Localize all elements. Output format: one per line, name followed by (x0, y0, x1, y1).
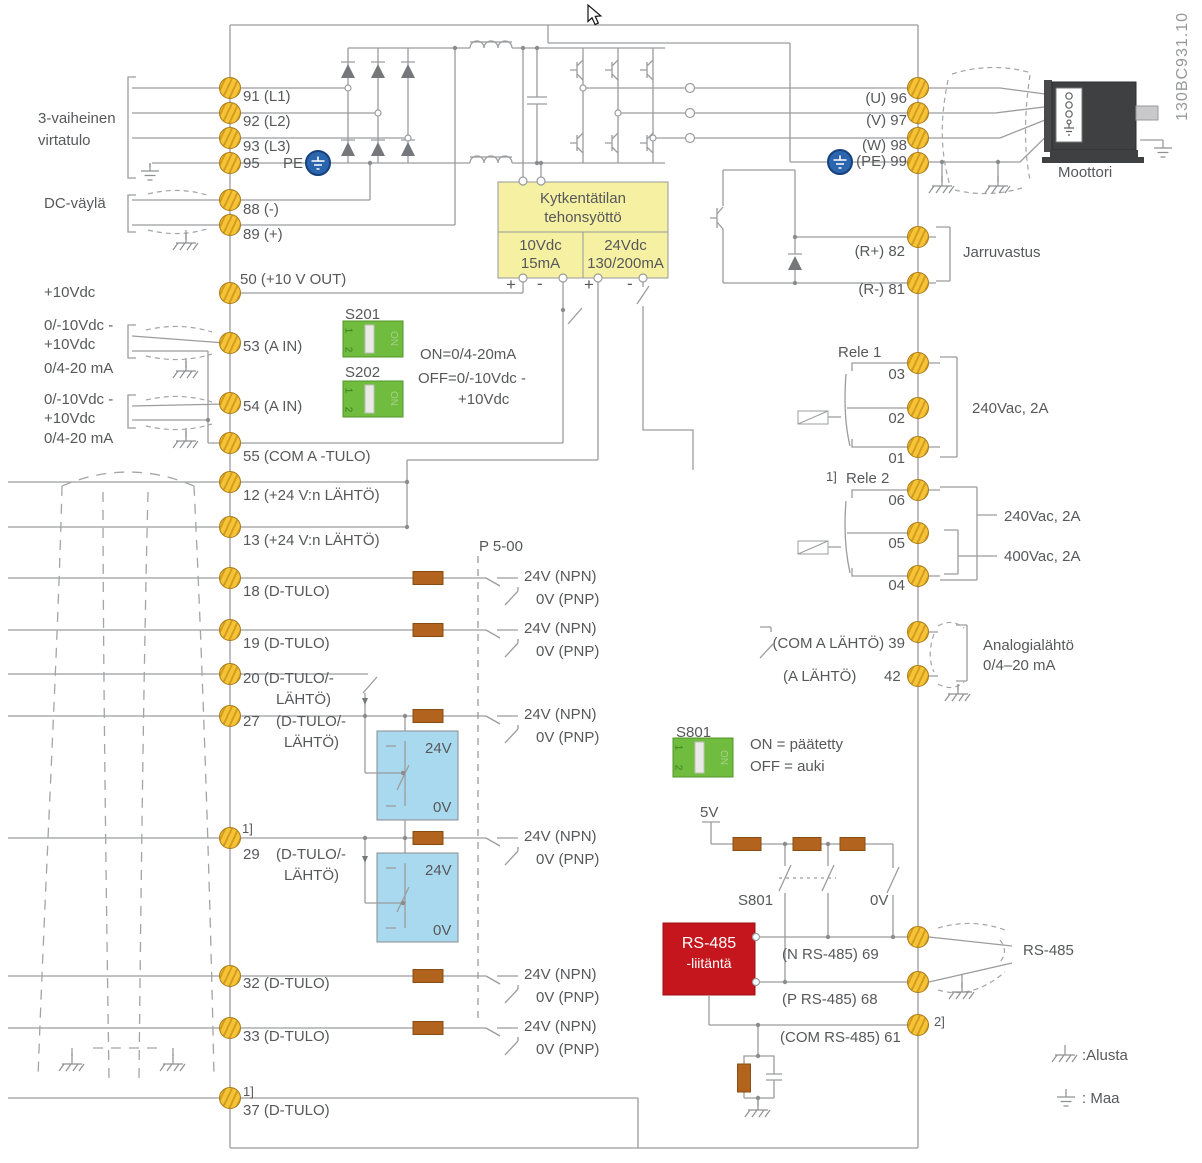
pnp-label: 0V (PNP) (536, 851, 600, 868)
plus-sign: + (584, 275, 594, 294)
arrow-down-icon (362, 856, 368, 863)
smps-10v-line2: 15mA (520, 255, 561, 272)
terminal-98-label: (W) 98 (862, 137, 907, 154)
terminal-97-label: (V) 97 (866, 112, 907, 129)
arrow-down-icon (362, 698, 368, 705)
terminal-55 (219, 432, 241, 454)
terminal-19 (219, 619, 241, 641)
earth-icon (1154, 140, 1172, 157)
terminal-98 (907, 127, 929, 149)
smps-24v-line1: 24Vdc (604, 237, 647, 254)
mains-label-line2: virtatulo (38, 132, 91, 149)
ain1-range-3: 0/4-20 mA (44, 360, 114, 377)
smps-24v-line2: 130/200mA (587, 255, 664, 272)
pnp-label: 0V (PNP) (536, 591, 600, 608)
io-box2-24v: 24V (425, 862, 452, 879)
chassis-icon (59, 1054, 84, 1071)
terminal-91 (219, 77, 241, 99)
terminal-29-note: 1] (242, 821, 253, 836)
chassis-icon (745, 1100, 770, 1117)
terminal-53 (219, 332, 241, 354)
terminal-61 (907, 1014, 929, 1036)
inductor-cores (470, 42, 512, 157)
terminal-27-label-1: (D-TULO/- (276, 713, 346, 730)
terminal-89-label: 89 (+) (243, 226, 283, 243)
chassis-icon (173, 431, 198, 448)
terminal-29-num: 29 (243, 846, 260, 863)
chassis-icon (173, 361, 198, 378)
terminal-37 (219, 1087, 241, 1109)
npn-label: 24V (NPN) (524, 828, 597, 845)
terminal-69-label: (N RS-485) 69 (782, 946, 879, 963)
terminal-92-label: 92 (L2) (243, 113, 291, 130)
ain2-range-2: +10Vdc (44, 410, 96, 427)
terminal-53-label: 53 (A IN) (243, 338, 303, 355)
chassis-icon (929, 176, 954, 193)
left-brackets (128, 77, 136, 428)
terminal-39-label: (COM A LÄHTÖ) 39 (772, 635, 905, 652)
terminal-39 (907, 621, 929, 643)
terminal-54-label: 54 (A IN) (243, 398, 303, 415)
chassis-icon (160, 1054, 185, 1071)
relay1-rating: 240Vac, 2A (972, 400, 1049, 417)
switch-off-text-1: OFF=0/-10Vdc - (418, 370, 526, 387)
relay2-note: 1] (826, 469, 837, 484)
rs485-box-subtitle: -liitäntä (686, 955, 732, 971)
terminal-32 (219, 965, 241, 987)
relay2-rating-2: 400Vac, 2A (1004, 548, 1081, 565)
earth-icon (141, 163, 159, 180)
ain2-range-3: 0/4-20 mA (44, 430, 114, 447)
mouse-cursor-icon (588, 5, 601, 25)
s202-on: ON (388, 391, 399, 406)
npn-label: 24V (NPN) (524, 1018, 597, 1035)
relay2-06-label: 06 (888, 492, 905, 509)
npn-label: 24V (NPN) (524, 966, 597, 983)
terminal-61-label: (COM RS-485) 61 (780, 1029, 901, 1046)
terminal-99 (907, 152, 929, 174)
terminal-88 (219, 189, 241, 211)
smps-title-2: tehonsyöttö (544, 209, 622, 226)
relay2-04-label: 04 (888, 577, 905, 594)
s202-pos2: 2 (342, 406, 354, 413)
bundle-ground-stems (72, 1048, 173, 1056)
terminal-33-label: 33 (D-TULO) (243, 1028, 330, 1045)
s201-pos2: 2 (342, 346, 354, 353)
npn-label: 24V (NPN) (524, 620, 597, 637)
io-box1-24v: 24V (425, 740, 452, 757)
smps-10v-line1: 10Vdc (519, 237, 562, 254)
terminal-02 (907, 397, 929, 419)
s801-switch-label: S801 (738, 892, 774, 909)
relay1-03-label: 03 (888, 366, 905, 383)
motor-label: Moottori (1058, 164, 1113, 181)
analog-output-label-2: 0/4–20 mA (983, 657, 1056, 674)
p5-00-label: P 5-00 (479, 538, 523, 555)
terminal-82 (907, 226, 929, 248)
terminal-32-label: 32 (D-TULO) (243, 975, 330, 992)
io-box1-0v: 0V (433, 799, 452, 816)
motor-graphic (1042, 80, 1158, 163)
pe-terminal-left (305, 150, 331, 176)
brake-chopper (710, 170, 918, 283)
s801-pos2: 2 (672, 764, 684, 771)
s201-on: ON (388, 331, 399, 346)
terminal-06 (907, 479, 929, 501)
relay1-02-label: 02 (888, 410, 905, 427)
smps-title-1: Kytkentätilan (540, 190, 626, 207)
terminal-68 (907, 971, 929, 993)
terminal-42 (907, 665, 929, 687)
terminal-18 (219, 567, 241, 589)
s201-slider (365, 325, 374, 353)
plus10vdc-label: +10Vdc (44, 284, 96, 301)
legend-earth-label: : Maa (1082, 1090, 1120, 1107)
terminal-13 (219, 516, 241, 538)
dc-bus-label: DC-väylä (44, 195, 106, 212)
terminal-01 (907, 436, 929, 458)
terminal-96 (907, 77, 929, 99)
inductor-coils (470, 41, 512, 163)
relay1-label: Rele 1 (838, 344, 882, 361)
s201-pos1: 1 (342, 327, 354, 334)
s801-off-text: OFF = auki (750, 758, 825, 775)
terminal-37-note: 1] (243, 1084, 254, 1099)
control-cable-bundle (38, 472, 214, 1078)
dc-link-cap (523, 48, 547, 177)
relay1-01-label: 01 (888, 450, 905, 467)
5v-label: 5V (700, 804, 719, 821)
io-box2-0v: 0V (433, 922, 452, 939)
terminal-69 (907, 926, 929, 948)
chassis-icon (985, 176, 1010, 193)
legend-earth-icon (1057, 1089, 1075, 1106)
rs485-cable (929, 937, 1012, 988)
legend-chassis-icon (1052, 1045, 1077, 1062)
terminal-12-label: 12 (+24 V:n LÄHTÖ) (243, 487, 380, 504)
terminal-12 (219, 471, 241, 493)
s801-on-text: ON = päätetty (750, 736, 843, 753)
minus-sign: - (627, 274, 633, 293)
terminal-95-label: 95 (243, 155, 260, 172)
terminal-81-label: (R-) 81 (858, 281, 905, 298)
terminal-19-label: 19 (D-TULO) (243, 635, 330, 652)
terminal-13-label: 13 (+24 V:n LÄHTÖ) (243, 532, 380, 549)
terminal-99-label: (PE) 99 (856, 153, 907, 170)
terminal-82-label: (R+) 82 (854, 243, 905, 260)
pnp-label: 0V (PNP) (536, 643, 600, 660)
s202-slider (365, 385, 374, 413)
terminal-68-label: (P RS-485) 68 (782, 991, 878, 1008)
s201-label: S201 (345, 306, 381, 323)
ain1-range-1: 0/-10Vdc - (44, 317, 114, 334)
s801-slider (695, 742, 704, 773)
terminal-42-num: 42 (884, 668, 901, 685)
terminal-50 (219, 282, 241, 304)
mains-label-line1: 3-vaiheinen (38, 110, 116, 127)
terminal-33 (219, 1017, 241, 1039)
terminal-04 (907, 565, 929, 587)
terminal-20-label-1: 20 (D-TULO/- (243, 670, 334, 687)
s801-on: ON (718, 750, 729, 765)
chassis-icon (173, 233, 198, 250)
terminal-92 (219, 102, 241, 124)
ain2-range-1: 0/-10Vdc - (44, 391, 114, 408)
relay2-05-label: 05 (888, 535, 905, 552)
smps-switch-glyphs (568, 286, 649, 324)
terminal-81 (907, 272, 929, 294)
terminal-97 (907, 102, 929, 124)
terminal-89 (219, 214, 241, 236)
terminal-42-label: (A LÄHTÖ) (783, 668, 857, 685)
npn-label: 24V (NPN) (524, 568, 597, 585)
brake-resistor-label: Jarruvastus (963, 244, 1041, 261)
s801-label: S801 (676, 724, 712, 741)
analog-output-label-1: Analogialähtö (983, 637, 1074, 654)
terminal-37-label: 37 (D-TULO) (243, 1102, 330, 1119)
switch-on-text: ON=0/4-20mA (420, 346, 517, 363)
rs485-cable-label: RS-485 (1023, 942, 1074, 959)
minus-sign: - (537, 274, 543, 293)
inverter-legs (583, 48, 653, 163)
terminal-20-label-2: LÄHTÖ) (276, 691, 332, 708)
terminal-96-label: (U) 96 (865, 90, 907, 107)
chassis-icon (949, 982, 974, 999)
relay2-label: Rele 2 (846, 470, 890, 487)
terminal-50-label: 50 (+10 V OUT) (240, 271, 347, 288)
terminal-29 (219, 827, 241, 849)
terminal-55-label: 55 (COM A -TULO) (243, 448, 371, 465)
s202-label: S202 (345, 364, 381, 381)
terminal-93-label: 93 (L3) (243, 138, 291, 155)
s202-pos1: 1 (342, 387, 354, 394)
terminal-88-label: 88 (-) (243, 201, 279, 218)
brake-bracket (929, 227, 950, 283)
terminal-91-label: 91 (L1) (243, 88, 291, 105)
terminal-29-label-1: (D-TULO/- (276, 846, 346, 863)
terminal-95 (219, 152, 241, 174)
terminal-05 (907, 522, 929, 544)
terminal-27-label-2: LÄHTÖ) (284, 734, 340, 751)
terminal-27 (219, 705, 241, 727)
s801-pos1: 1 (672, 744, 684, 751)
0v-label: 0V (870, 892, 889, 909)
terminal-29-label-2: LÄHTÖ) (284, 867, 340, 884)
terminal-54 (219, 392, 241, 414)
legend-chassis-label: :Alusta (1082, 1047, 1128, 1064)
pnp-label: 0V (PNP) (536, 989, 600, 1006)
terminal-18-label: 18 (D-TULO) (243, 583, 330, 600)
terminal-61-note: 2] (934, 1014, 945, 1029)
terminal-93 (219, 127, 241, 149)
pnp-label: 0V (PNP) (536, 1041, 600, 1058)
switch-off-text-2: +10Vdc (458, 391, 510, 408)
relay2-rating-1: 240Vac, 2A (1004, 508, 1081, 525)
ain1-range-2: +10Vdc (44, 336, 96, 353)
terminal-03 (907, 352, 929, 374)
relay-coils (798, 411, 828, 554)
terminal-20 (219, 663, 241, 685)
npn-label: 24V (NPN) (524, 706, 597, 723)
chassis-icon (945, 684, 970, 701)
pnp-label: 0V (PNP) (536, 729, 600, 746)
pe-label: PE (283, 155, 304, 172)
document-code: 130BC931.10 (1174, 12, 1191, 121)
terminal-27-num: 27 (243, 713, 260, 730)
plus-sign: + (506, 275, 516, 294)
rs485-box-title: RS-485 (681, 935, 737, 952)
